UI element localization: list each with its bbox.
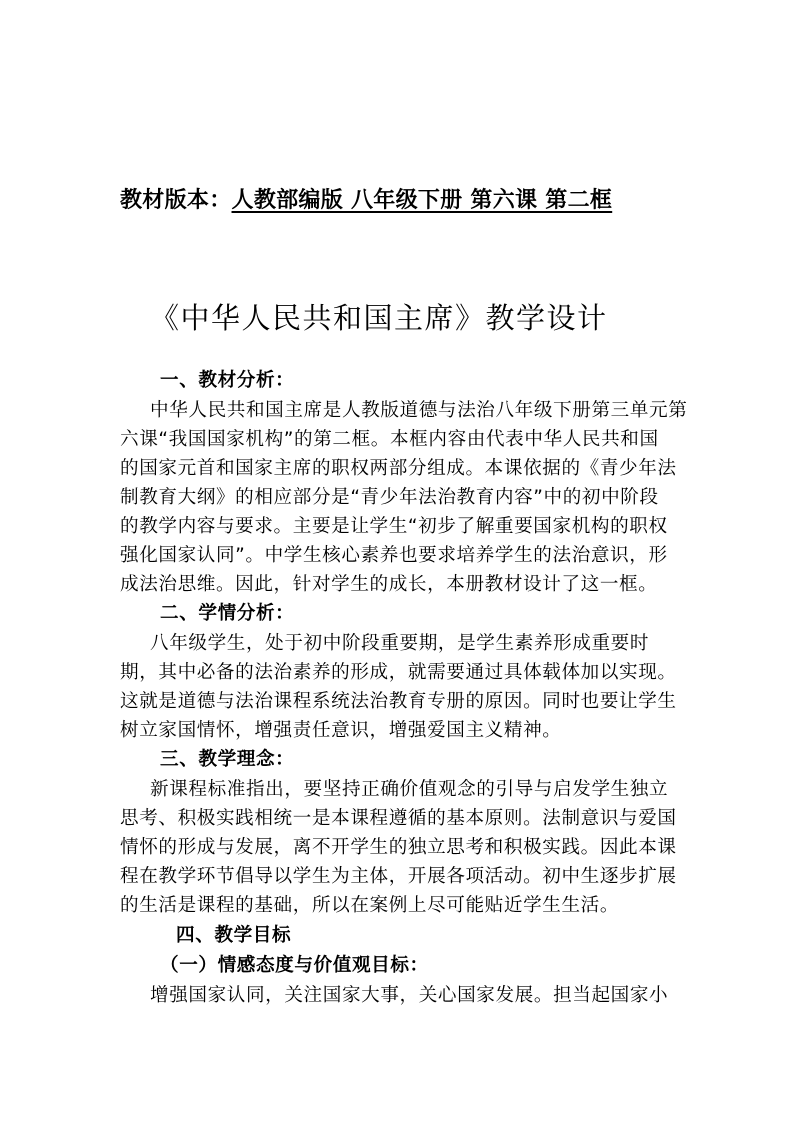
document-title: 《中华人民共和国主席》教学设计 <box>150 301 608 335</box>
paragraph-line: 情怀的形成与发展，离不开学生的独立思考和积极实践。因此本课 <box>120 837 677 858</box>
edition-value: 人教部编版 八年级下册 第六课 第二框 <box>231 188 613 213</box>
edition-label: 教材版本： <box>120 188 232 213</box>
paragraph-line: 新课程标准指出，要坚持正确价值观念的引导与启发学生独立 <box>150 779 669 800</box>
paragraph-line: 期，其中必备的法治素养的形成，就需要通过具体载体加以实现。 <box>120 662 677 683</box>
subsection-heading-values: （一）情感态度与价值观目标： <box>160 955 429 976</box>
paragraph-line: 六课“我国国家机构”的第二框。本框内容由代表中华人民共和国 <box>120 429 659 450</box>
textbook-edition <box>120 186 612 216</box>
paragraph-line: 思考、积极实践相统一是本课程遵循的基本原则。法制意识与爱国 <box>120 808 677 829</box>
paragraph-line: 八年级学生，处于初中阶段重要期，是学生素养形成重要时 <box>150 633 650 654</box>
paragraph-line: 制教育大纲》的相应部分是“青少年法治教育内容”中的初中阶段 <box>120 487 659 508</box>
paragraph-line: 强化国家认同”。中学生核心素养也要求培养学生的法治意识，形 <box>120 545 668 566</box>
paragraph-line: 增强国家认同，关注国家大事，关心国家发展。担当起国家小 <box>150 985 669 1006</box>
section-heading-analysis: 一、教材分析： <box>160 370 295 391</box>
paragraph-line: 的教学内容与要求。主要是让学生“初步了解重要国家机构的职权 <box>120 516 668 537</box>
paragraph-line: 这就是道德与法治课程系统法治教育专册的原因。同时也要让学生 <box>120 691 677 712</box>
paragraph-line: 的生活是课程的基础，所以在案例上尽可能贴近学生生活。 <box>120 895 620 916</box>
section-heading-students: 二、学情分析： <box>160 603 295 624</box>
section-heading-objectives: 四、教学目标 <box>176 925 292 946</box>
paragraph-line: 程在教学环节倡导以学生为主体，开展各项活动。初中生逐步扩展 <box>120 866 677 887</box>
paragraph-line: 的国家元首和国家主席的职权两部分组成。本课依据的《青少年法 <box>120 458 677 479</box>
paragraph-line: 成法治思维。因此，针对学生的成长，本册教材设计了这一框。 <box>120 574 658 595</box>
paragraph-line: 树立家国情怀，增强责任意识，增强爱国主义精神。 <box>120 720 562 741</box>
paragraph-line: 中华人民共和国主席是人教版道德与法治八年级下册第三单元第 <box>150 400 688 421</box>
section-heading-philosophy: 三、教学理念： <box>160 749 295 770</box>
